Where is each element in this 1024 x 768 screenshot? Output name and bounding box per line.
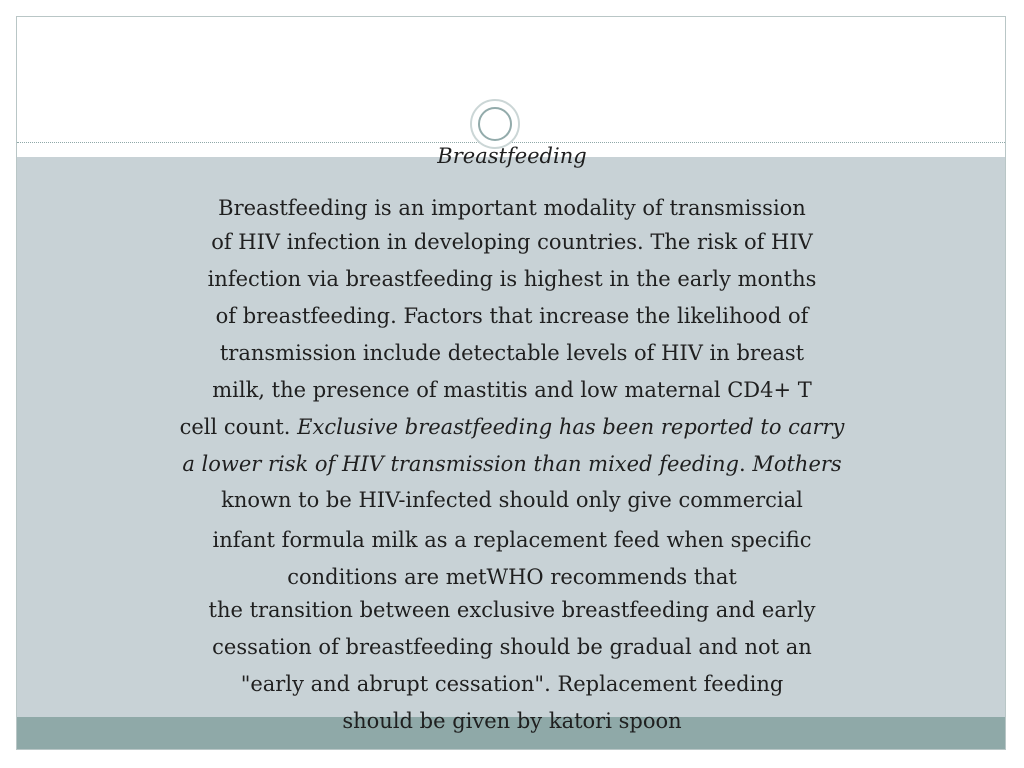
body-line-8-plain: . [738, 452, 753, 476]
circle-ornament-inner [478, 107, 512, 141]
body-line-3: infection via breastfeeding is highest in the early months [207, 267, 817, 291]
body-line-14: "early and abrupt cessation". Replacement feeding [240, 672, 784, 696]
body-line-8-italic-2: Mothers [752, 452, 842, 476]
body-line-13: cessation of breastfeeding should be gradual and not an [212, 635, 812, 659]
body-line-4: of breastfeeding. Factors that increase the likelihood of [215, 304, 809, 328]
body-line-7-plain: cell count. [179, 415, 298, 439]
body-line-5: transmission include detectable levels of HIV in breast [219, 341, 805, 365]
body-line-9: known to be HIV-infected should only give commercial [221, 488, 803, 512]
body-line-7 [0, 415, 1024, 439]
body-line-10: infant formula milk as a replacement feed when specific [212, 528, 812, 552]
body-line-7-italic: Exclusive breastfeeding has been reported to carry [297, 415, 845, 439]
body-line-2: of HIV infection in developing countries. The risk of HIV [211, 230, 813, 254]
circle-ornament-icon [470, 99, 520, 149]
body-line-12: the transition between exclusive breastfeeding and early [208, 598, 816, 622]
body-line-15: should be given by katori spoon [342, 709, 682, 733]
body-line-11: conditions are metWHO recommends that [287, 565, 737, 589]
body-line-8 [0, 452, 1024, 476]
slide-title: Breastfeeding [437, 144, 587, 168]
body-line-1: Breastfeeding is an important modality of transmission [218, 196, 806, 220]
body-line-8-italic: a lower risk of HIV transmission than mixed feeding [182, 452, 739, 476]
body-line-6: milk, the presence of mastitis and low maternal CD4+ T [212, 378, 812, 402]
